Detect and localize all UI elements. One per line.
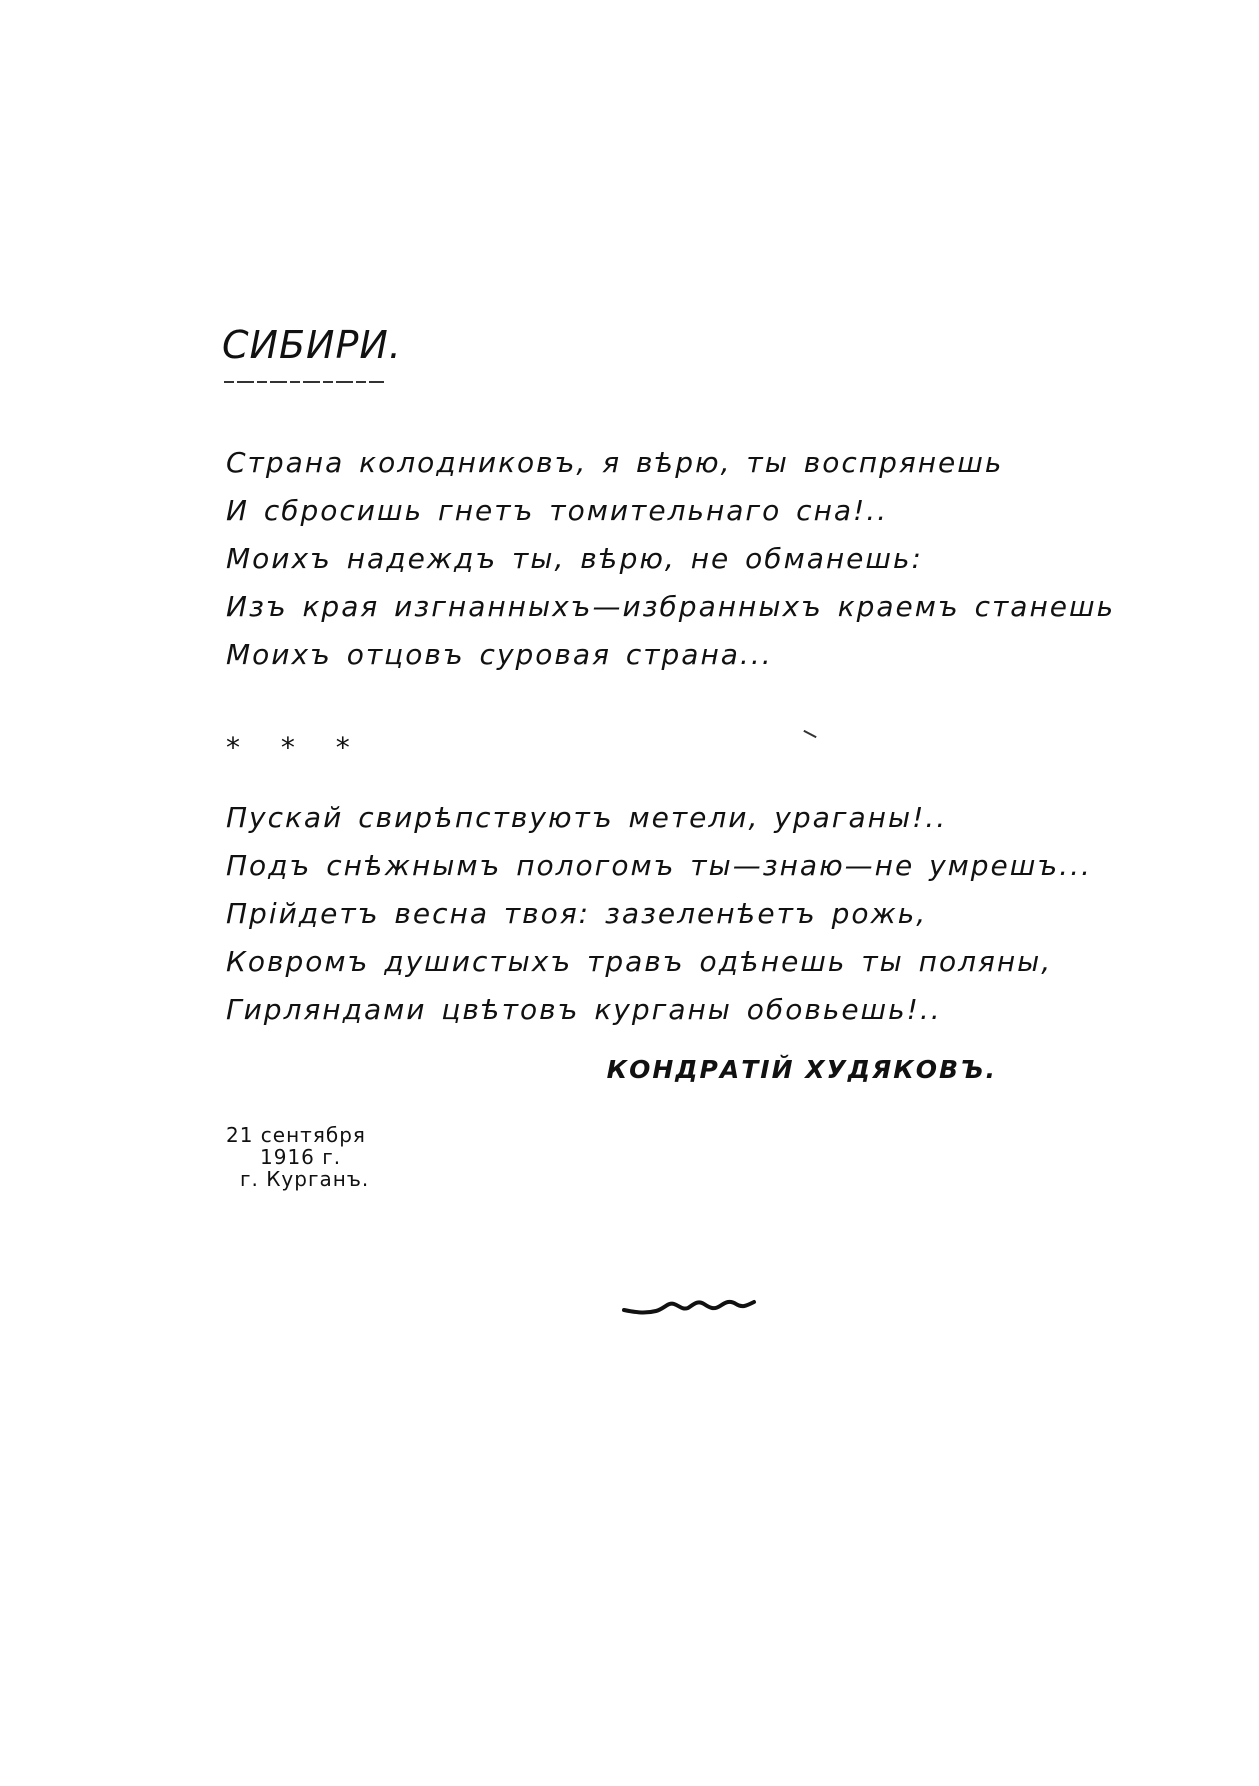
verse-line: Гирляндами цвѣтовъ курганы обовьешь!.. [226, 993, 942, 1026]
end-ornament-icon [620, 1290, 760, 1320]
verse-line: Моихъ отцовъ суровая страна... [226, 638, 773, 671]
stanza-1 [226, 439, 1115, 679]
stanza-2 [226, 794, 1092, 1034]
dateline-date: 21 сентября [226, 1123, 366, 1147]
verse-line: Изъ края изгнанныхъ—избранныхъ краемъ станешь [226, 590, 1116, 623]
author-signature: КОНДРАТІЙ ХУДЯКОВЪ. [606, 1055, 997, 1084]
title-underline [224, 381, 384, 383]
stray-print-mark [803, 730, 816, 738]
dateline-place: г. Курганъ. [240, 1167, 370, 1191]
asterism-separator: * * * [226, 731, 366, 764]
verse-line: Ковромъ душистыхъ травъ одѣнешь ты поляны, [226, 945, 1053, 978]
verse-line: Моихъ надеждъ ты, вѣрю, не обманешь: [226, 542, 923, 575]
verse-line: Страна колодниковъ, я вѣрю, ты воспрянешь [226, 446, 1004, 479]
dateline-year: 1916 г. [260, 1145, 342, 1169]
verse-line: Подъ снѣжнымъ пологомъ ты—знаю—не умрешъ... [226, 849, 1092, 882]
verse-line: И сбросишь гнетъ томительнаго сна!.. [226, 494, 889, 527]
verse-line: Пускай свирѣпствуютъ метели, ураганы!.. [226, 801, 948, 834]
verse-line: Прійдетъ весна твоя: зазеленѣетъ рожь, [226, 897, 928, 930]
poem-title: СИБИРИ. [222, 323, 402, 367]
dateline [226, 1124, 369, 1190]
